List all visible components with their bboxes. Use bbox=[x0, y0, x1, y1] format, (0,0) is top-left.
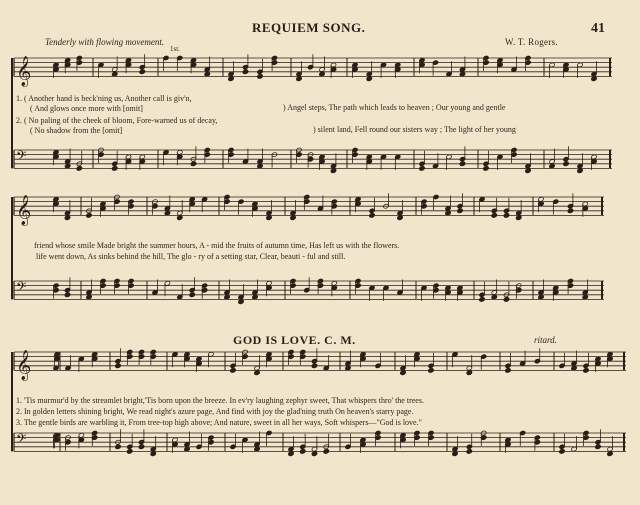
svg-text:𝄞: 𝄞 bbox=[16, 195, 32, 226]
requiem-lyric-row2-2: life went down, As sinks behind the hill, The glo - ry of a setting star, Clear, beauti - ful and still. bbox=[36, 252, 346, 261]
requiem-lyric-right-1: ) Angel steps, The path which leads to heaven ; Our young and gentle bbox=[283, 103, 506, 112]
god-is-love-lyric-3: 3. The gentle birds are warbling it, From tree-top high above; And nature, sweet in all her ways, Soft whispers—"God is love." bbox=[16, 418, 422, 427]
svg-text:𝄢: 𝄢 bbox=[16, 148, 27, 168]
svg-text:𝄢: 𝄢 bbox=[16, 431, 27, 451]
composer-credit: W. T. Rogers. bbox=[505, 37, 558, 47]
requiem-lyric-row2-1: friend whose smile Made bright the summer hours, A - mid the fruits of autumn time, Has left us with the flowers. bbox=[34, 241, 400, 250]
svg-text:𝄞: 𝄞 bbox=[16, 56, 32, 87]
tempo-marking: Tenderly with flowing movement. bbox=[45, 37, 165, 47]
requiem-lyric-left-4: ( No shadow from the [omit] bbox=[30, 126, 123, 135]
song-title-requiem: REQUIEM SONG. bbox=[252, 20, 366, 35]
svg-text:𝄞: 𝄞 bbox=[16, 350, 32, 381]
requiem-lyric-left-2: ( And glows once more with [omit] bbox=[30, 104, 143, 113]
first-ending-marker: 1st. bbox=[170, 45, 180, 53]
page-number: 41 bbox=[591, 21, 605, 36]
requiem-lyric-left-1: 1. ( Another hand is beck'ning us, Another call is giv'n, bbox=[16, 94, 192, 103]
requiem-lyric-left-3: 2. ( No paling of the cheek of bloom, Fore-warned us of decay, bbox=[16, 116, 218, 125]
god-is-love-lyric-1: 1. 'Tis murmur'd by the streamlet bright,'Tis born upon the breeze. In ev'ry laughing zephyr sweet, That whispers thro' the trees. bbox=[16, 396, 424, 405]
svg-text:𝄢: 𝄢 bbox=[16, 279, 27, 299]
ritard-marking: ritard. bbox=[534, 335, 557, 345]
requiem-lyric-right-2: ) silent land, Fell round our sisters way ; The light of her young bbox=[313, 125, 516, 134]
god-is-love-lyric-2: 2. In golden letters shining bright, We read night's azure page, And find with joy the glad'ning truth On heaven's starry page. bbox=[16, 407, 414, 416]
song-title-god-is-love: GOD IS LOVE. C. M. bbox=[233, 333, 356, 347]
